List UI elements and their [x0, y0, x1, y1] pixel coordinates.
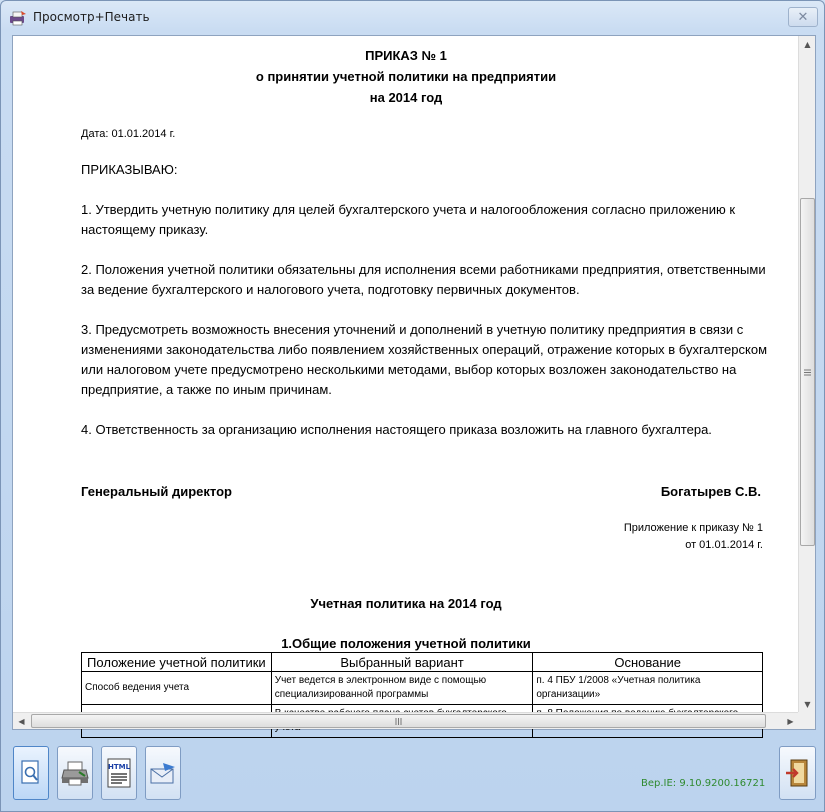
vertical-scroll-thumb[interactable]	[800, 198, 815, 546]
preview-area	[12, 35, 816, 730]
html-icon-label: HTML	[107, 763, 131, 771]
paragraph-2: 2. Положения учетной политики обязательны для исполнения всеми работниками предприятия, ответственными за ведение бухгалтерского и налогового учета, подготовку первичных документов.	[81, 262, 766, 297]
preview-button[interactable]	[13, 746, 49, 800]
magnifier-page-icon	[20, 759, 42, 787]
order-date: Дата: 01.01.2014 г.	[81, 128, 176, 140]
scroll-up-arrow-icon[interactable]: ▲	[804, 40, 811, 49]
ie-version: Вер.IE: 9.10.9200.16721	[641, 778, 766, 789]
table-row	[82, 672, 763, 705]
section-title: 1.Общие положения учетной политики	[281, 636, 531, 651]
print-button[interactable]	[57, 746, 93, 800]
vertical-scrollbar[interactable]	[798, 36, 815, 713]
table-cell: Учет ведется в электронном виде с помощью специализированной программы	[271, 672, 533, 705]
scroll-right-arrow-icon[interactable]: ▶	[787, 717, 794, 726]
table-header-cell: Основание	[533, 653, 763, 672]
appendix-line-2: от 01.01.2014 г.	[685, 539, 763, 551]
scroll-left-arrow-icon[interactable]: ◀	[18, 717, 25, 726]
order-title: ПРИКАЗ № 1	[365, 48, 447, 63]
signature-position: Генеральный директор	[81, 484, 232, 499]
horizontal-scrollbar[interactable]	[13, 712, 799, 729]
appendix-line-1: Приложение к приказу № 1	[623, 522, 763, 534]
table-header-cell: Положение учетной политики	[82, 653, 272, 672]
exit-door-icon	[785, 758, 811, 788]
title-bar[interactable]	[1, 1, 824, 35]
close-icon: ✕	[797, 9, 809, 25]
close-button[interactable]	[788, 7, 818, 27]
order-year: на 2014 год	[369, 90, 443, 105]
paragraph-1: 1. Утвердить учетную политику для целей бухгалтерского учета и налогообложения согласно приложению к настоящему приказу.	[81, 202, 736, 237]
paragraph-4: 4. Ответственность за организацию исполнения настоящего приказа возложить на главного бухгалтера.	[81, 422, 712, 437]
document-page	[13, 36, 799, 713]
html-icon	[106, 758, 132, 788]
send-button[interactable]	[145, 746, 181, 800]
scroll-down-arrow-icon[interactable]: ▼	[804, 700, 811, 709]
table-header-cell: Выбранный вариант	[271, 653, 533, 672]
exit-button[interactable]	[779, 746, 816, 800]
signature-name: Богатырев С.В.	[660, 484, 761, 499]
grip-icon	[804, 369, 811, 376]
policy-title: Учетная политика на 2014 год	[310, 596, 502, 611]
envelope-icon	[149, 761, 177, 785]
table-cell: Способ ведения учета	[82, 672, 272, 705]
horizontal-scroll-thumb[interactable]	[31, 714, 766, 728]
order-subject: о принятии учетной политики на предприятии	[255, 69, 557, 84]
window-title: Просмотр+Печать	[33, 10, 150, 24]
paragraph-3: 3. Предусмотреть возможность внесения уточнений и дополнений в учетную политику предприятия в связи с изменениями законодательства либо появлением хозяйственных операций, отражение которых в бухгалтерском или налоговом учете предусмотрено несколькими методами, выбор которых возложен законодательство на предприятие, а также по иным причинам.	[81, 322, 768, 397]
html-export-button[interactable]	[101, 746, 137, 800]
scrollbar-corner	[798, 712, 815, 729]
order-word: ПРИКАЗЫВАЮ:	[81, 162, 178, 177]
table-header-row	[82, 653, 763, 672]
printer-icon	[61, 760, 89, 786]
grip-icon	[395, 718, 402, 725]
app-print-icon	[9, 10, 27, 26]
table-cell: п. 4 ПБУ 1/2008 «Учетная политика организации»	[533, 672, 763, 705]
